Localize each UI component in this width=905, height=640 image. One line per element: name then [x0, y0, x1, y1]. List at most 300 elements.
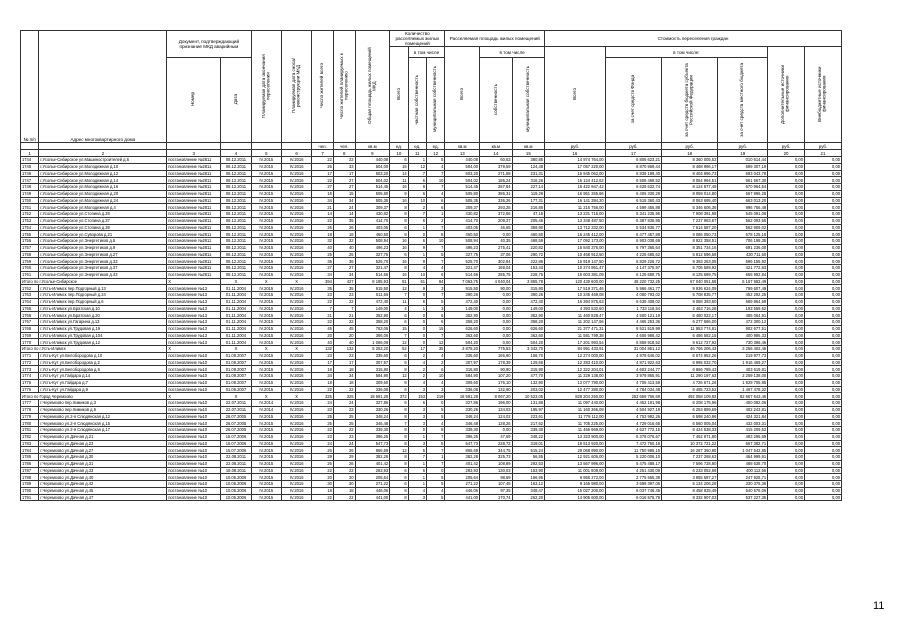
- table-cell: 5 387 836,95: [605, 217, 661, 224]
- table-cell: 0,00: [804, 224, 841, 231]
- table-cell: 205,46: [512, 217, 545, 224]
- unit-cell: [221, 143, 251, 150]
- table-cell: 4 627 772,15: [605, 427, 661, 434]
- table-cell: 514,45: [355, 184, 390, 191]
- table-cell: 0,00: [768, 258, 805, 265]
- table-cell: IV.2016: [281, 359, 311, 366]
- table-cell: 132,90: [480, 386, 512, 393]
- table-cell: IV.2016: [281, 204, 311, 211]
- table-cell: 2: [408, 373, 426, 380]
- table-cell: IV.2015: [251, 467, 281, 474]
- table-cell: 26: [312, 163, 334, 170]
- table-cell: Х: [251, 393, 281, 400]
- table-cell: 10.05.2006: [221, 494, 251, 501]
- table-cell: 4 784 034,48: [605, 386, 661, 393]
- table-cell: 6 674 952,26: [662, 352, 718, 359]
- table-cell: 540 576,06: [718, 487, 768, 494]
- table-cell: 1759: [21, 258, 39, 265]
- table-cell: 1753: [21, 217, 39, 224]
- table-cell: 7: [390, 420, 408, 427]
- table-cell: 362,60: [512, 332, 545, 339]
- table-row: [21, 231, 842, 238]
- unit-cell: ед.: [408, 143, 426, 150]
- table-cell: постановление №10: [167, 427, 221, 434]
- table-cell: 1 467 478,32: [718, 386, 768, 393]
- table-cell: г.Усолье-Сибирское ул.Суворова д.21: [39, 231, 167, 238]
- table-cell: 0,00: [804, 487, 841, 494]
- table-cell: 149,00: [355, 305, 390, 312]
- table-cell: IV.2016: [281, 400, 311, 407]
- table-cell: Х: [167, 393, 221, 400]
- unit-cell: кв.м: [512, 143, 545, 150]
- table-cell: 196,00: [480, 400, 512, 407]
- header-count-private: частная собственность: [408, 58, 426, 143]
- table-cell: 9 612 727,92: [662, 339, 718, 346]
- table-cell: 0,00: [768, 204, 805, 211]
- table-cell: Х: [167, 346, 221, 353]
- table-cell: 4 978 646,02: [605, 352, 661, 359]
- table-cell: 11 097 440,00: [545, 400, 606, 407]
- table-cell: 13 712 332,00: [545, 224, 606, 231]
- table-cell: 5 812 596,58: [662, 251, 718, 258]
- table-cell: 6 903 038,69: [605, 238, 661, 245]
- table-cell: 504,02: [445, 177, 480, 184]
- table-cell: 1783: [21, 440, 39, 447]
- table-cell: 6 639 408,02: [605, 298, 661, 305]
- table-cell: IV.2016: [281, 379, 311, 386]
- table-cell: 1745: [21, 163, 39, 170]
- table-cell: 12: [390, 285, 408, 292]
- table-cell: 4 504 927,19: [605, 406, 661, 413]
- table-row: [21, 285, 842, 292]
- table-cell: 0,00: [768, 400, 805, 407]
- table-cell: IV.2016: [281, 157, 311, 164]
- table-cell: 6 016 575,79: [605, 494, 661, 501]
- table-cell: 505,35: [355, 197, 390, 204]
- table-cell: 7: [408, 211, 426, 218]
- column-number-cell: 7: [312, 150, 334, 157]
- table-cell: 8 063 695,40: [662, 197, 718, 204]
- table-cell: 1: [408, 433, 426, 440]
- table-cell: 0,00: [768, 285, 805, 292]
- table-cell: 12: [390, 339, 408, 346]
- table-row: [21, 494, 842, 501]
- table-cell: постановление №13: [167, 339, 221, 346]
- header-cost-subject: за счет средств бюджета субъекта Российской Федерации: [662, 58, 718, 143]
- table-cell: 402 243,81: [718, 406, 768, 413]
- table-cell: IV.2016: [281, 413, 311, 420]
- table-cell: IV.2015: [251, 285, 281, 292]
- table-cell: 124,02: [480, 413, 512, 420]
- table-cell: 315,80: [445, 366, 480, 373]
- table-cell: 12: [427, 339, 445, 346]
- table-cell: 3 878,20: [445, 346, 480, 353]
- table-cell: 661 567,30: [718, 177, 768, 184]
- table-cell: 11: [390, 298, 408, 305]
- table-cell: 866,69: [445, 447, 480, 454]
- table-cell: 11 290 197,63: [662, 373, 718, 380]
- table-cell: Х: [281, 278, 311, 285]
- table-cell: 1765: [21, 305, 39, 312]
- header-no: № п/п: [21, 31, 39, 143]
- table-cell: 27: [333, 265, 355, 272]
- table-cell: 316,26: [512, 177, 545, 184]
- table-cell: 5: [427, 251, 445, 258]
- table-cell: 1750: [21, 197, 39, 204]
- table-cell: 24: [333, 400, 355, 407]
- relocation-table-sheet: [20, 30, 842, 501]
- table-cell: 372: [390, 393, 408, 400]
- table-cell: г.Усть-Илимск ул.Трудовая д.104: [39, 332, 167, 339]
- subtotal-row: [21, 346, 842, 353]
- table-row: [21, 325, 842, 332]
- table-cell: 27: [312, 265, 334, 272]
- header-area-municipal: муниципальная собственность: [512, 58, 545, 143]
- table-cell: 9: [408, 184, 426, 191]
- table-cell: г.Усолье-Сибирское ул.Энергетиков д.37: [39, 265, 167, 272]
- table-cell: IV.2016: [281, 251, 311, 258]
- table-cell: 424 321,84: [718, 413, 768, 420]
- table-cell: 2: [427, 217, 445, 224]
- table-cell: 584,90: [355, 373, 390, 380]
- header-residents-planned: Число жителей планируемых к переселению: [333, 31, 355, 143]
- table-cell: 35: [333, 285, 355, 292]
- table-cell: 508,94: [355, 238, 390, 245]
- table-cell: IV.2016: [281, 238, 311, 245]
- table-cell: 178,39: [480, 359, 512, 366]
- table-cell: г.Усолье-Сибирское ул.Молодежная д.24: [39, 197, 167, 204]
- table-cell: IV.2016: [281, 447, 311, 454]
- table-cell: 107,48: [480, 481, 512, 488]
- table-cell: IV.2016: [281, 224, 311, 231]
- table-cell: 290,72: [512, 251, 545, 258]
- table-cell: г.Усть-Кут ул.Белобородова д.6: [39, 366, 167, 373]
- table-row: [21, 332, 842, 339]
- table-cell: 4: [427, 163, 445, 170]
- table-cell: 168,70: [512, 352, 545, 359]
- table-cell: 217,62: [512, 420, 545, 427]
- table-cell: 186,24: [480, 177, 512, 184]
- table-cell: 3 865,78: [512, 278, 545, 285]
- table-cell: 15: [427, 325, 445, 332]
- column-number-cell: 13: [445, 150, 480, 157]
- table-cell: 4: [408, 359, 426, 366]
- table-cell: 421 772,83: [718, 265, 768, 272]
- table-cell: 0,00: [804, 332, 841, 339]
- table-cell: 25: [312, 420, 334, 427]
- table-cell: 730 396,46: [718, 339, 768, 346]
- table-cell: г.Усть-Илимск пер.Подгорный д.24: [39, 292, 167, 299]
- table-cell: 26.07.2005: [221, 413, 251, 420]
- table-cell: 0,00: [804, 400, 841, 407]
- table-cell: 432 003,31: [718, 420, 768, 427]
- table-cell: 17 092 173,00: [545, 238, 606, 245]
- table-cell: 492 058 109,83: [662, 393, 718, 400]
- table-cell: 4: [408, 265, 426, 272]
- table-cell: 7 614 587,20: [662, 224, 718, 231]
- table-cell: 400 112,55: [718, 467, 768, 474]
- table-cell: постановление №10: [167, 440, 221, 447]
- table-cell: 315,90: [512, 366, 545, 373]
- table-cell: 08.12.2011: [221, 197, 251, 204]
- table-row: [21, 373, 842, 380]
- table-cell: 335,60: [355, 352, 390, 359]
- table-cell: IV.2016: [281, 244, 311, 251]
- table-cell: 348,22: [512, 433, 545, 440]
- table-cell: 7: [427, 224, 445, 231]
- table-cell: 1790: [21, 487, 39, 494]
- table-cell: 6: [408, 190, 426, 197]
- table-cell: 0,00: [804, 157, 841, 164]
- table-cell: 446,06: [355, 487, 390, 494]
- table-cell: 6 253 889,69: [662, 406, 718, 413]
- table-cell: 6 839 199,40: [605, 170, 661, 177]
- table-cell: 01.11.2004: [221, 339, 251, 346]
- table-header: [21, 31, 842, 157]
- table-cell: 22: [333, 298, 355, 305]
- header-count-group: Количество расселяемых жилых помещений: [390, 31, 445, 47]
- table-cell: 34: [312, 197, 334, 204]
- table-cell: 01.11.2004: [221, 319, 251, 326]
- table-cell: 47,16: [512, 211, 545, 218]
- table-cell: 7: [427, 460, 445, 467]
- table-cell: 0,00: [768, 481, 805, 488]
- table-cell: 4: [427, 487, 445, 494]
- table-cell: 0: [427, 400, 445, 407]
- table-row: [21, 433, 842, 440]
- table-cell: IV.2015: [251, 460, 281, 467]
- table-cell: 131,86: [512, 400, 545, 407]
- table-cell: 352,90: [355, 312, 390, 319]
- table-cell: 12 322 204,01: [545, 366, 606, 373]
- table-row: [21, 163, 842, 170]
- header-doc-date: Дата: [221, 58, 251, 143]
- table-cell: 56,55: [512, 454, 545, 461]
- table-cell: IV.2016: [281, 163, 311, 170]
- table-cell: 902 677,51: [718, 325, 768, 332]
- table-cell: 26: [333, 224, 355, 231]
- table-cell: 08.12.2011: [221, 244, 251, 251]
- table-cell: г.Усть-Илимск пер.Подгорный д.13: [39, 285, 167, 292]
- table-cell: 130,03: [480, 467, 512, 474]
- column-number-cell: 21: [804, 150, 841, 157]
- table-cell: г.Усть-Кут ул.Гайдара д.9: [39, 386, 167, 393]
- table-cell: 483 295,69: [718, 433, 768, 440]
- table-cell: 0,00: [768, 454, 805, 461]
- table-cell: 149,00: [512, 305, 545, 312]
- table-cell: 1747: [21, 177, 39, 184]
- table-cell: 40: [312, 244, 334, 251]
- table-cell: 327,86: [445, 400, 480, 407]
- table-cell: 6: [390, 359, 408, 366]
- table-cell: 22: [333, 467, 355, 474]
- table-cell: 477,70: [512, 373, 545, 380]
- table-cell: постановление №10: [167, 433, 221, 440]
- table-cell: 336,08: [355, 386, 390, 393]
- table-cell: 5 534 836,77: [605, 224, 661, 231]
- table-cell: 47,69: [480, 433, 512, 440]
- table-cell: 866,69: [355, 447, 390, 454]
- table-cell: 0,00: [804, 305, 841, 312]
- table-cell: 23: [333, 352, 355, 359]
- table-cell: 7: [427, 258, 445, 265]
- table-cell: IV.2015: [251, 265, 281, 272]
- table-cell: 124,48: [512, 163, 545, 170]
- table-cell: 2: [408, 352, 426, 359]
- table-cell: 689 864,59: [718, 298, 768, 305]
- table-cell: 134,03: [480, 406, 512, 413]
- table-cell: 8: [390, 211, 408, 218]
- table-cell: 8 458 825,49: [662, 487, 718, 494]
- table-cell: 472 300,12: [718, 319, 768, 326]
- table-cell: 10.05.2006: [221, 481, 251, 488]
- table-cell: 1 733 118,54: [605, 305, 661, 312]
- table-cell: 48 220 732,25: [605, 278, 661, 285]
- table-cell: 503,20: [445, 170, 480, 177]
- table-cell: 667 382,71: [718, 440, 768, 447]
- table-cell: 0,00: [768, 177, 805, 184]
- table-cell: 9: [408, 244, 426, 251]
- table-cell: 1768: [21, 325, 39, 332]
- table-cell: IV.2016: [281, 494, 311, 501]
- table-cell: 7: [427, 170, 445, 177]
- table-cell: 504,20: [512, 339, 545, 346]
- table-row: [21, 474, 842, 481]
- column-number-cell: 10: [390, 150, 408, 157]
- table-cell: 3: [408, 440, 426, 447]
- table-cell: 0,00: [768, 332, 805, 339]
- table-cell: IV.2015: [251, 292, 281, 299]
- table-cell: 90,90: [480, 366, 512, 373]
- table-cell: г.Усть-Кут ул.Гайдара д.7: [39, 379, 167, 386]
- table-cell: 120 430 600,00: [545, 278, 606, 285]
- table-cell: 699 307,19: [718, 163, 768, 170]
- unit-cell: кв.м: [445, 143, 480, 150]
- table-cell: постановление №13: [167, 298, 221, 305]
- table-cell: 1751: [21, 204, 39, 211]
- table-cell: 08.12.2011: [221, 265, 251, 272]
- table-cell: 18: [333, 379, 355, 386]
- unit-cell: [251, 143, 281, 150]
- table-cell: 12 477 280,00: [545, 386, 606, 393]
- unit-cell: руб.: [718, 143, 768, 150]
- table-cell: 30: [333, 481, 355, 488]
- table-cell: 828 204 250,00: [545, 393, 606, 400]
- units-row: [21, 143, 842, 150]
- table-cell: 0,00: [804, 271, 841, 278]
- table-cell: 193 559,62: [718, 305, 768, 312]
- table-cell: 40: [333, 244, 355, 251]
- table-cell: 4 729 016,65: [605, 420, 661, 427]
- table-cell: 415 209,52: [718, 427, 768, 434]
- table-cell: 379,59: [480, 163, 512, 170]
- table-cell: 010 614,44: [718, 157, 768, 164]
- table-cell: 26: [333, 460, 355, 467]
- table-cell: 514,66: [355, 271, 390, 278]
- table-cell: 08.12.2011: [221, 271, 251, 278]
- table-cell: 35: [333, 217, 355, 224]
- table-row: [21, 244, 842, 251]
- header-count-total: Всего: [390, 47, 408, 143]
- table-cell: 45: [333, 325, 355, 332]
- table-cell: 01.09.2007: [221, 373, 251, 380]
- table-cell: 8 067,20: [480, 393, 512, 400]
- table-cell: 1781: [21, 427, 39, 434]
- table-cell: 4 500 121,19: [605, 312, 661, 319]
- table-cell: 08.12.2011: [221, 190, 251, 197]
- table-cell: IV.2015: [251, 339, 281, 346]
- table-cell: 16: [390, 197, 408, 204]
- table-cell: IV.2015: [251, 251, 281, 258]
- table-cell: IV.2015: [251, 319, 281, 326]
- table-cell: постановление №2811: [167, 265, 221, 272]
- table-cell: 8: [390, 204, 408, 211]
- table-cell: 25: [333, 420, 355, 427]
- table-cell: 6: [427, 197, 445, 204]
- unit-cell: руб.: [662, 143, 718, 150]
- table-cell: 0,00: [804, 447, 841, 454]
- table-cell: 1762: [21, 285, 39, 292]
- table-cell: 82 667 643,46: [718, 393, 768, 400]
- table-cell: 13 323 900,00: [545, 433, 606, 440]
- column-number-cell: 1: [21, 150, 39, 157]
- table-cell: 6 995 032,70: [662, 359, 718, 366]
- table-cell: 8: [427, 427, 445, 434]
- table-cell: 335,60: [445, 352, 480, 359]
- table-cell: IV.2015: [251, 413, 281, 420]
- table-cell: 330,26: [355, 406, 390, 413]
- table-cell: 1 929 705,85: [718, 379, 768, 386]
- table-cell: постановление №2811: [167, 184, 221, 191]
- table-cell: 0,00: [480, 319, 512, 326]
- table-cell: 13 077 790,00: [545, 379, 606, 386]
- table-cell: 9 393 263,05: [662, 258, 718, 265]
- table-cell: 6 858 918,52: [605, 339, 661, 346]
- table-cell: 0,00: [768, 474, 805, 481]
- table-cell: 400 082,06: [718, 400, 768, 407]
- table-cell: 247 928,71: [718, 474, 768, 481]
- table-cell: 8: [390, 427, 408, 434]
- table-cell: 17 519 371,46: [545, 285, 606, 292]
- column-number-cell: 4: [221, 150, 251, 157]
- table-row: [21, 177, 842, 184]
- table-cell: 440,08: [355, 157, 390, 164]
- table-cell: 22: [312, 177, 334, 184]
- table-cell: 23: [333, 292, 355, 299]
- column-number-cell: 18: [662, 150, 718, 157]
- table-cell: 27: [333, 177, 355, 184]
- table-cell: IV.2015: [251, 211, 281, 218]
- column-number-cell: 15: [512, 150, 545, 157]
- table-cell: 20: [312, 474, 334, 481]
- table-cell: 352,90: [512, 312, 545, 319]
- table-cell: 7: [427, 332, 445, 339]
- table-cell: 16 394 875,63: [545, 298, 606, 305]
- table-cell: 1756: [21, 238, 39, 245]
- table-cell: 915,50: [445, 285, 480, 292]
- unit-cell: руб.: [804, 143, 841, 150]
- table-cell: 0,00: [804, 433, 841, 440]
- table-cell: 358,20: [355, 319, 390, 326]
- table-cell: 8: [390, 379, 408, 386]
- table-cell: 10.05.2006: [221, 487, 251, 494]
- table-cell: постановление №2811: [167, 157, 221, 164]
- table-cell: 01.11.2004: [221, 298, 251, 305]
- table-cell: 7: [408, 170, 426, 177]
- table-cell: 511,66: [355, 292, 390, 299]
- table-row: [21, 312, 842, 319]
- table-cell: IV.2015: [251, 474, 281, 481]
